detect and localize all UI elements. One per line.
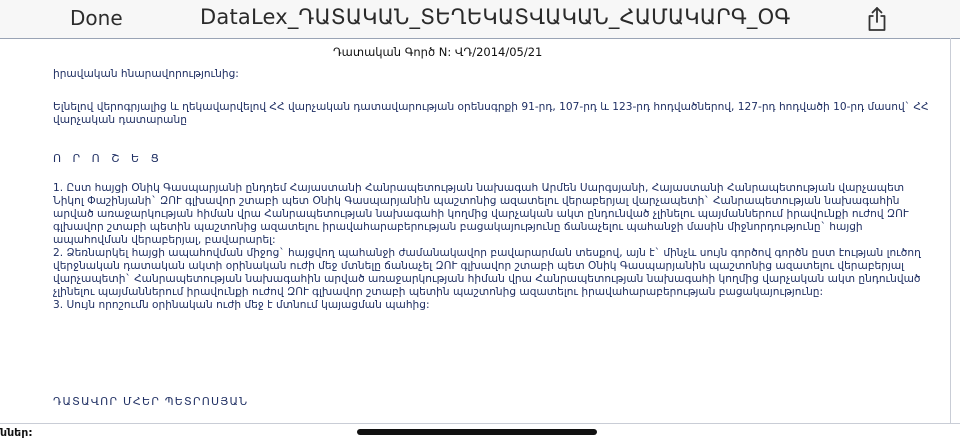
share-icon[interactable]	[866, 6, 888, 32]
home-indicator[interactable]	[357, 429, 597, 435]
case-number: Դատական Գործ N: ՎԴ/2014/05/21	[333, 45, 543, 59]
paragraph-decision: 1. Ըստ հայցի Օնիկ Գասպարյանի ընդդեմ Հայաստանի Հանրապետության նախագահ Արմեն Սարգսյանի, Հայաստանի Հանրապետության վարչապետ Նիկոլ Փաշինյանի` ԶՈՒ գլխավոր շտաբի պետ Օնիկ Գասպարյանին պաշտոնից ազատելու վերաբերյալ վարչապետի` Հանրապետության նախագահին արված առաջարկության հիման վրա Հանրապետության նախագահի կողմից վարչական ակտ ընդունված չլինելու պայմաններում իրավունքի ուժով ԶՈՒ գլխավոր շտաբի պետին պաշտոնից ազատելու իրավահարաբերության բացակայությունը ճանաչելու պահանջի մասին միջնորդությունը` հայցի ապահովման վերաբերյալ, բավարարել: 2. Ձեռնարկել հայցի ապահովման միջոց` հայցվող պահանջի ժամանակավոր բավարարման տեսքով, այն է` մինչև սույն գործով գործն ըստ էության լուծող վերջնական դատական ակտի օրինական ուժի մեջ մտնելը ճանաչել ԶՈՒ գլխավոր շտաբի պետ Օնիկ Գասպարյանին պաշտոնից ազատելու վերաբերյալ վարչապետի` Հանրապետության նախագահին արված առաջարկության հիման վրա Հանրապետության նախագահի կողմից վարչական ակտ ընդունված չլինելու պայմաններում իրավունքի ուժով ԶՈՒ գլխավոր շտաբի պետին պաշտոնից ազատելու իրավահարաբերության բացակայությունը: 3. Սույն որոշումն օրինական ուժի մեջ է մտնում կայացման պահից:	[53, 182, 921, 311]
bottom-bar	[0, 423, 960, 443]
judge-signature: ԴԱՏԱՎՈՐ ՄՀԵՐ ՊԵՏՐՈՍՅԱՆ	[53, 395, 249, 408]
done-button[interactable]: Done	[70, 6, 123, 30]
footer-label: ններ:	[0, 426, 33, 439]
top-toolbar	[0, 0, 960, 38]
page-edge	[950, 38, 951, 423]
decision-heading: Ո Ր Ո Շ Ե Ց	[53, 152, 163, 165]
paragraph-intro: իրավական հնարավորությունից:	[53, 68, 239, 80]
paragraph-basis: Ելնելով վերոգրյալից և ղեկավարվելով ՀՀ վարչական դատավարության օրենսգրքի 91-րդ, 107-րդ և 123-րդ հոդվածներով, 127-րդ հոդվածի 10-րդ մասով` ՀՀ վարչական դատարանը	[53, 101, 929, 126]
document-view[interactable]	[0, 39, 950, 423]
document-title: DataLex_ԴԱՏԱԿԱՆ_ՏԵՂԵԿԱՏՎԱԿԱՆ_ՀԱՄԱԿԱՐԳ_ՕԳ	[200, 5, 791, 29]
